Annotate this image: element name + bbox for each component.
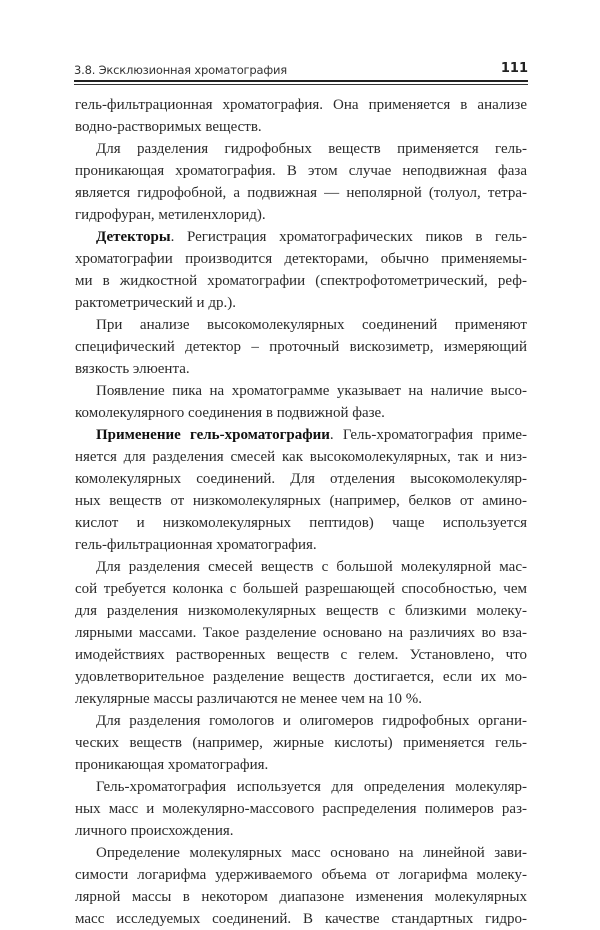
- text-line: [75, 556, 527, 578]
- line-text: ных веществ от низкомолекулярных (например, белков от амино-: [75, 493, 527, 509]
- text-line: [75, 226, 527, 248]
- paragraph: [75, 424, 527, 556]
- line-text: для разделения низкомолекулярных веществ с близкими молеку-: [75, 603, 527, 619]
- line-text: . Гель-хроматография приме-: [329, 427, 527, 443]
- text-line: [75, 358, 527, 380]
- text-line: [75, 336, 527, 358]
- text-line: [75, 160, 527, 182]
- line-text: хроматографии производится детекторами, обычно применяемы-: [75, 251, 527, 267]
- text-line: [75, 490, 527, 512]
- line-text: удовлетворительное разделение веществ достигается, если их мо-: [75, 669, 527, 685]
- line-text: няется для разделения смесей как высокомолекулярных, так и низ-: [75, 449, 527, 465]
- paragraph: [75, 138, 527, 226]
- line-text: специфический детектор – проточный вискозиметр, измеряющий: [75, 339, 527, 355]
- text-line: [75, 446, 527, 468]
- line-text: лекулярные массы различаются не менее чем на 10 %.: [75, 691, 423, 707]
- line-text: водно-растворимых веществ.: [75, 119, 262, 135]
- line-text: ми в жидкостной хроматографии (спектрофотометрический, реф-: [75, 273, 527, 289]
- paragraph: [75, 842, 527, 930]
- text-line: [75, 402, 527, 424]
- text-line: [75, 644, 527, 666]
- paragraph: [75, 226, 527, 314]
- text-line: [75, 578, 527, 600]
- line-text: комолекулярных соединений. Для отделения высокомолекуляр-: [75, 471, 527, 487]
- text-line: [75, 820, 527, 842]
- paragraph: [75, 556, 527, 710]
- running-title: 3.8. Эксклюзионная хроматография: [74, 63, 287, 77]
- line-text: лярной массы в некотором диапазоне изменения молекулярных: [75, 889, 527, 905]
- header-rule: [74, 80, 528, 82]
- text-line: [75, 138, 527, 160]
- line-text: лярными массами. Такое разделение основано на различиях во вза-: [75, 625, 527, 641]
- paragraph: [75, 710, 527, 776]
- line-text: Для разделения смесей веществ с большой молекулярной мас-: [96, 559, 527, 575]
- line-text: гель-фильтрационная хроматография.: [75, 537, 317, 553]
- line-text: . Регистрация хроматографических пиков в гель-: [170, 229, 527, 245]
- line-text: комолекулярного соединения в подвижной фазе.: [75, 405, 385, 421]
- line-text: проникающая хроматография.: [75, 757, 269, 773]
- text-line: [75, 886, 527, 908]
- text-line: [75, 204, 527, 226]
- line-text: гидрофуран, метиленхлорид).: [75, 207, 266, 223]
- text-line: [75, 710, 527, 732]
- text-line: [75, 292, 527, 314]
- body-text: [75, 94, 527, 930]
- text-line: [75, 908, 527, 930]
- line-text: сой требуется колонка с большей разрешающей способностью, чем: [75, 581, 527, 597]
- line-text: рактометрический и др.).: [75, 295, 236, 311]
- header-rule-thin: [74, 84, 528, 85]
- text-line: [75, 666, 527, 688]
- text-line: [75, 116, 527, 138]
- text-line: [75, 94, 527, 116]
- bold-lead-in: Применение гель-хроматографии: [96, 427, 330, 443]
- line-text: Гель-хроматография используется для определения молекуляр-: [96, 779, 527, 795]
- text-line: [75, 512, 527, 534]
- line-text: симости логарифма удерживаемого объема от логарифма молеку-: [75, 867, 527, 883]
- text-line: [75, 270, 527, 292]
- text-line: [75, 798, 527, 820]
- bold-lead-in: Детекторы: [96, 229, 171, 245]
- line-text: При анализе высокомолекулярных соединений применяют: [96, 317, 527, 333]
- text-line: [75, 842, 527, 864]
- line-text: Для разделения гомологов и олигомеров гидрофобных органи-: [96, 713, 527, 729]
- line-text: имодействиях растворенных веществ с гелем. Установлено, что: [75, 647, 527, 663]
- line-text: Для разделения гидрофобных веществ применяется гель-: [96, 141, 527, 157]
- text-line: [75, 248, 527, 270]
- text-line: [75, 314, 527, 336]
- text-line: [75, 864, 527, 886]
- paragraph: [75, 94, 527, 138]
- text-line: [75, 622, 527, 644]
- line-text: личного происхождения.: [75, 823, 234, 839]
- text-line: [75, 468, 527, 490]
- text-line: [75, 688, 527, 710]
- line-text: гель-фильтрационная хроматография. Она применяется в анализе: [75, 97, 527, 113]
- text-line: [75, 732, 527, 754]
- paragraph: [75, 776, 527, 842]
- line-text: масс исследуемых соединений. В качестве стандартных гидро-: [75, 911, 527, 927]
- running-header: [74, 60, 528, 80]
- paragraph: [75, 314, 527, 380]
- line-text: Появление пика на хроматограмме указывает на наличие высо-: [96, 383, 527, 399]
- line-text: ных масс и молекулярно-массового распределения полимеров раз-: [75, 801, 527, 817]
- text-line: [75, 424, 527, 446]
- line-text: является гидрофобной, а подвижная — неполярной (толуол, тетра-: [75, 185, 527, 201]
- page-number: 111: [500, 61, 528, 76]
- text-line: [75, 600, 527, 622]
- line-text: вязкость элюента.: [75, 361, 190, 377]
- paragraph: [75, 380, 527, 424]
- text-line: [75, 534, 527, 556]
- text-line: [75, 754, 527, 776]
- line-text: ческих веществ (например, жирные кислоты) применяется гель-: [75, 735, 527, 751]
- text-line: [75, 776, 527, 798]
- text-line: [75, 380, 527, 402]
- text-line: [75, 182, 527, 204]
- line-text: Определение молекулярных масс основано на линейной зави-: [96, 845, 527, 861]
- line-text: кислот и низкомолекулярных пептидов) чаще используется: [75, 515, 527, 531]
- line-text: проникающая хроматография. В этом случае неподвижная фаза: [75, 163, 527, 179]
